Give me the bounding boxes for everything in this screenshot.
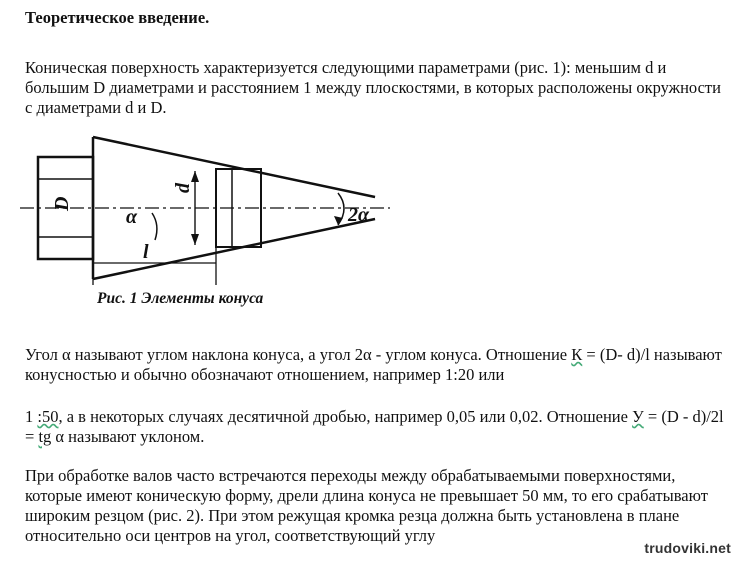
p3-text-c: , а в некоторых случаях десятичной дробью, например 0,05 или 0,02. Отношение [58,407,633,426]
section-heading: Теоретическое введение. [25,8,210,27]
p2-symbol-k: К [571,345,583,364]
label-alpha: α [126,206,138,228]
dim-d-arrow-top [191,171,199,182]
p2-text-a: Угол α называют углом наклона конуса, а угол 2α - углом конуса. Отношение [25,345,572,364]
label-D: D [51,196,73,211]
paragraph-taper [25,407,725,447]
label-l: l [143,241,149,263]
figure-caption: Рис. 1 Элементы конуса [97,290,264,307]
apex-line-top [261,173,375,197]
label-2alpha: 2α [348,204,370,226]
alpha-arc [152,213,157,240]
paragraph-intro: Коническая поверхность характеризуется следующими параметрами (рис. 1): меньшим d и большим D диаметрами и расстоянием 1 между плоскостями, в которых расположены окружности с диаметрами d и D. [25,58,721,117]
p3-text-e: = (D - d)/2l = [25,407,724,446]
paragraph-angle [25,345,725,385]
p2-text-c: = (D- d)/l называют конусностью и обычно обозначают отношением, например 1:20 или [25,345,722,384]
site-watermark: trudoviki.net [644,540,731,556]
label-d: d [172,183,194,193]
dim-d-arrow-bottom [191,234,199,245]
p3-ratio: :50 [37,407,59,426]
p3-text-a: 1 [25,407,38,426]
p3-symbol-u: У [632,407,644,426]
p3-tg: tg [38,427,52,446]
p3-text-g: α называют уклоном. [51,427,205,446]
cone-figure [20,135,400,290]
paragraph-machining: При обработке валов часто встречаются переходы между обрабатываемыми поверхностями, которые имеют коническую форму, дрели длина конуса не превышает 50 мм, то его срабатывают широким резцом (рис. 2). При этом режущая кромка резца должна быть установлена в плане относительно оси центров на угол, соответствующий углу [25,466,708,545]
